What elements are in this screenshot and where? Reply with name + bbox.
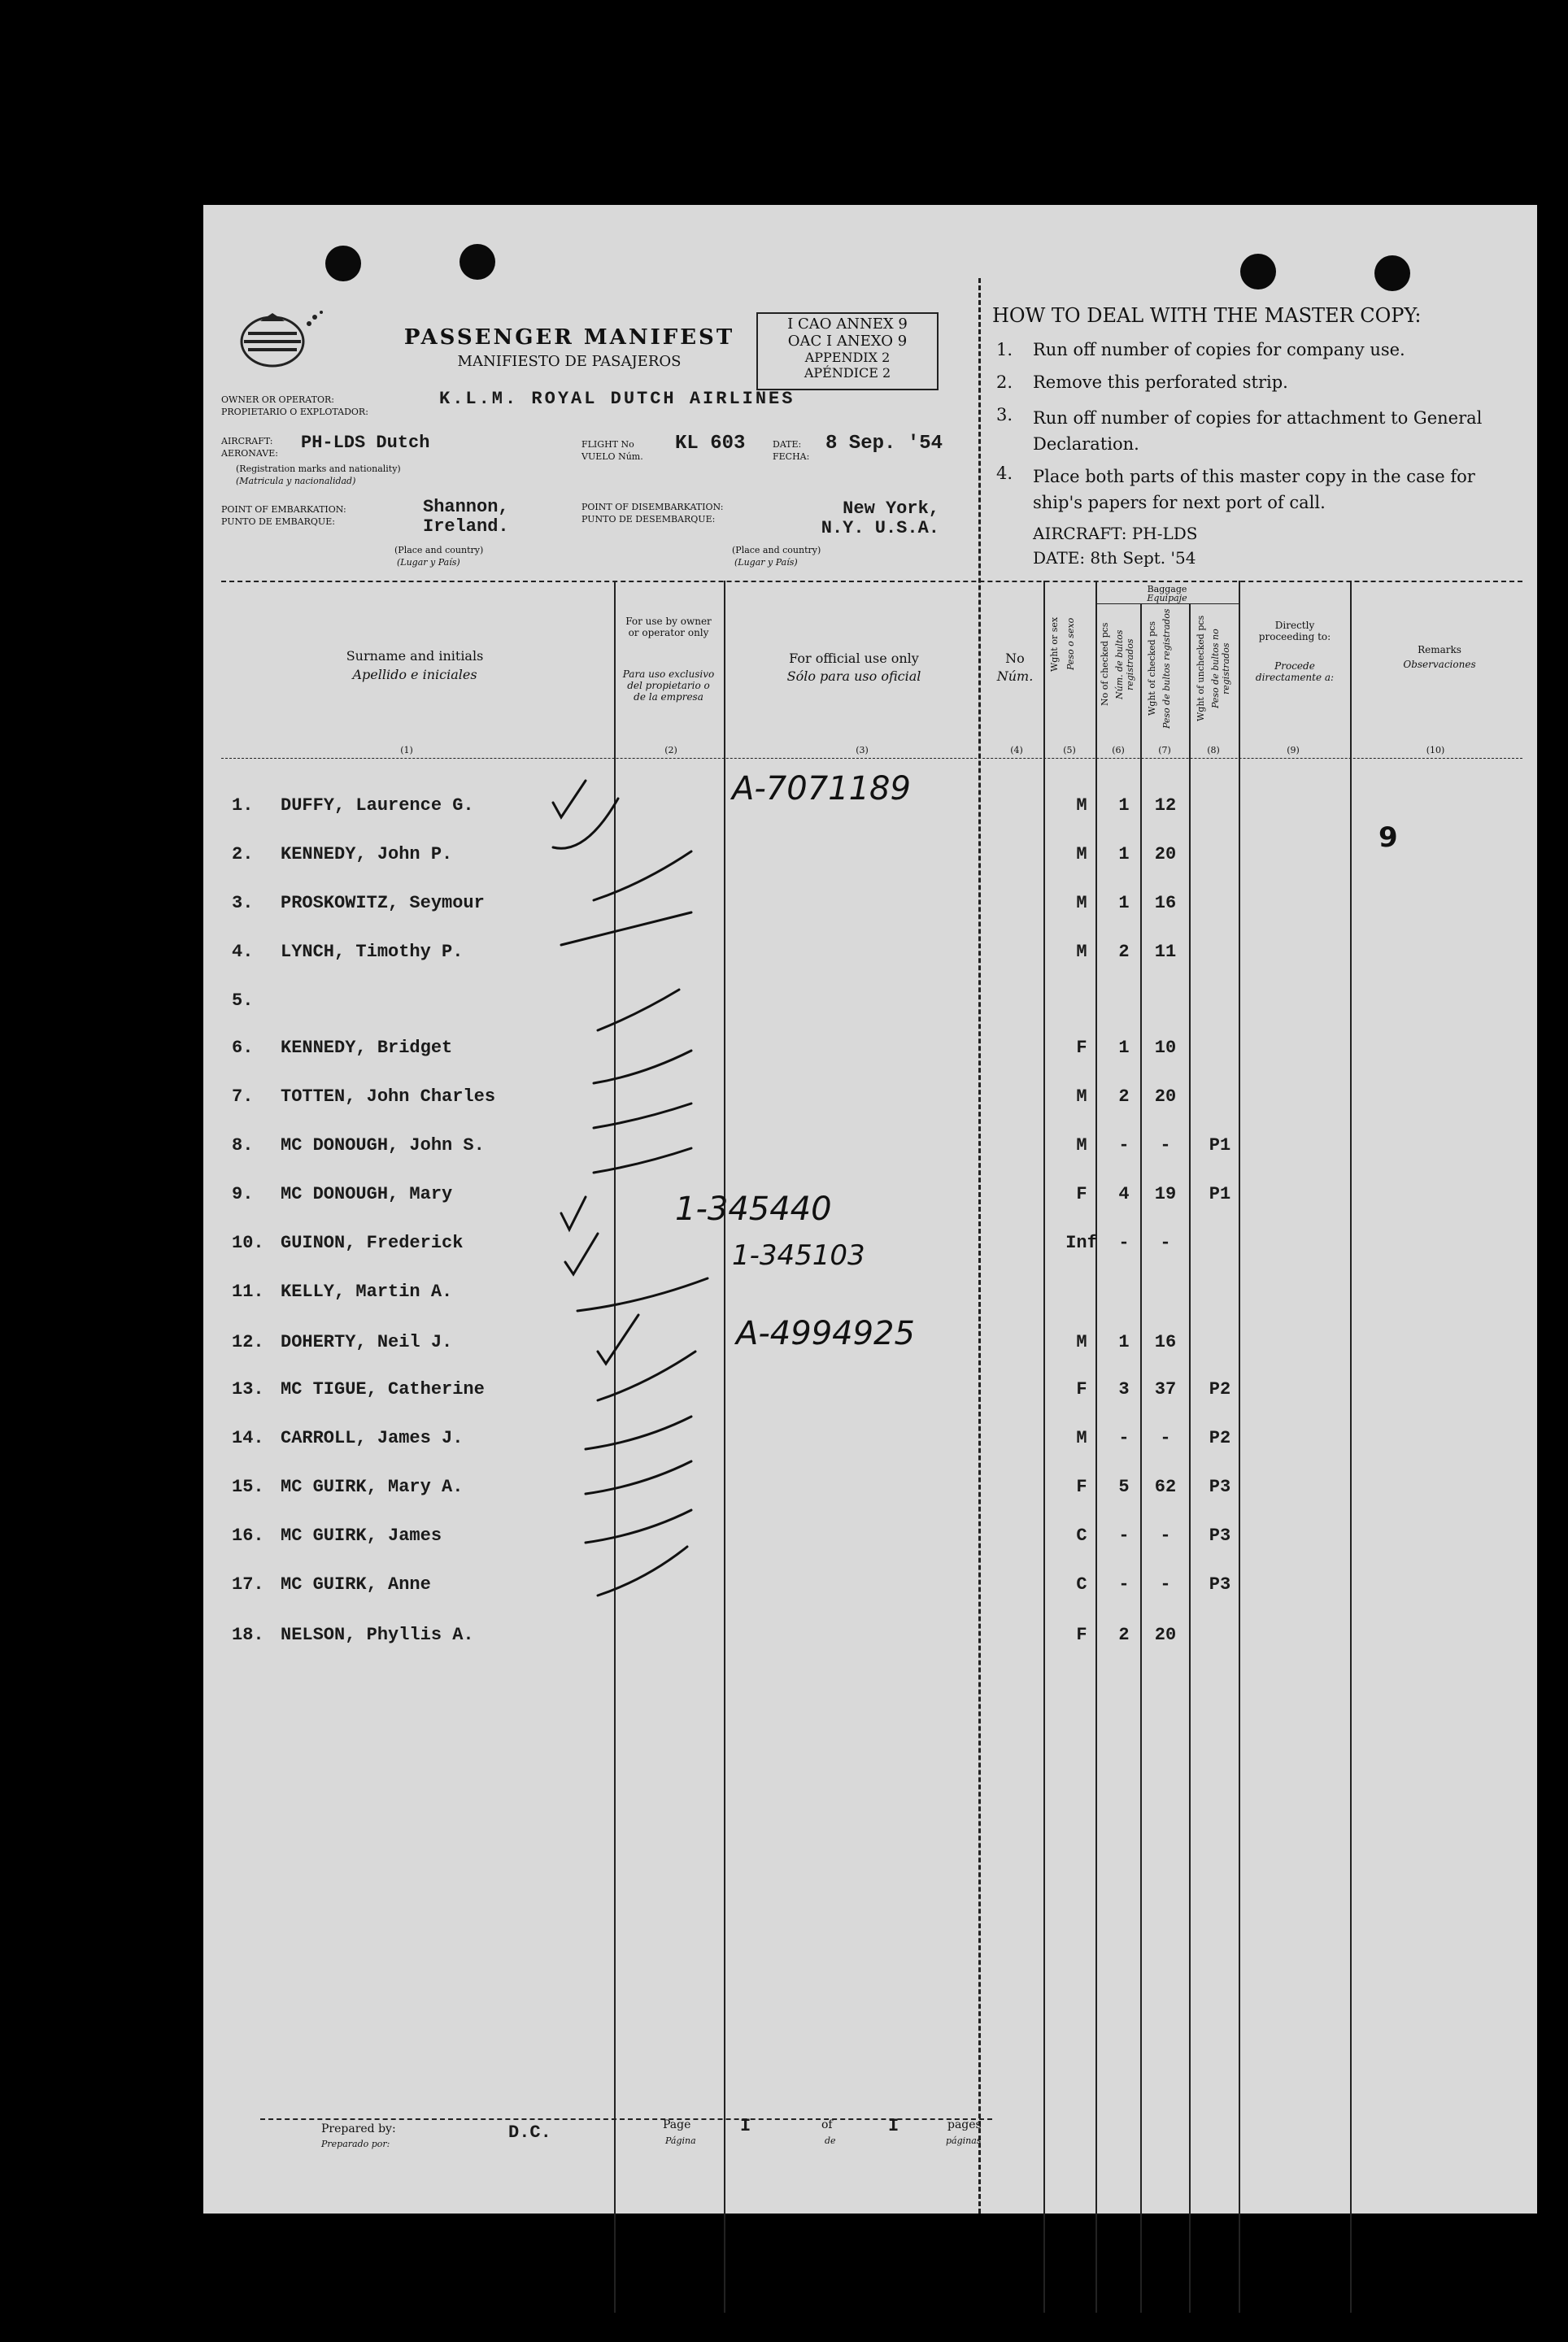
- passenger-name: CARROLL, James J.: [281, 1428, 464, 1448]
- disembark-label-es: PUNTO DE DESEMBARQUE:: [581, 514, 716, 525]
- remark-row-2: 9: [1379, 821, 1398, 854]
- col-10-header-es: Observaciones: [1403, 659, 1476, 670]
- check-marks: [203, 205, 1537, 2214]
- disembark-place-note: (Place and country): [732, 545, 821, 555]
- check-mark-2: [553, 799, 618, 848]
- passenger-name: DUFFY, Laurence G.: [281, 795, 474, 816]
- check-mark-8: [594, 1104, 691, 1128]
- passenger-sex: F: [1076, 1625, 1087, 1645]
- instruction-2: Remove this perforated strip.: [1033, 372, 1288, 392]
- check-mark-13: [598, 1315, 638, 1364]
- col-1-header: Surname and initials: [346, 648, 484, 664]
- check-mark-12: [577, 1278, 708, 1311]
- handwritten-official-10: 1-345440: [675, 1191, 832, 1228]
- passenger-sex: M: [1076, 795, 1087, 816]
- passenger-number: 17.: [232, 1574, 264, 1595]
- owner-label: OWNER OR OPERATOR:: [221, 394, 334, 405]
- aircraft-label-es: AERONAVE:: [221, 448, 278, 459]
- handwritten-official-11: 1-345103: [732, 1239, 865, 1272]
- instructions-title: HOW TO DEAL WITH THE MASTER COPY:: [992, 304, 1422, 327]
- passenger-checked-weight: -: [1160, 1428, 1171, 1448]
- passenger-number: 2.: [232, 844, 254, 864]
- passenger-checked-pcs: 1: [1118, 893, 1130, 913]
- handwritten-official-1: A-7071189: [732, 770, 911, 808]
- check-mark-9: [594, 1148, 691, 1173]
- passenger-checked-pcs: 1: [1118, 1332, 1130, 1352]
- col-6-header: No of checked pcs: [1100, 622, 1110, 707]
- baggage-header: Baggage: [1147, 584, 1187, 594]
- col-2-header-es: Para uso exclusivo del propietario o de la empresa: [622, 668, 715, 703]
- passenger-name: GUINON, Frederick: [281, 1233, 464, 1253]
- instructions-aircraft: AIRCRAFT: PH-LDS: [1033, 524, 1198, 543]
- embark-place-note-es: (Lugar y País): [397, 557, 460, 568]
- page-label: Page: [663, 2118, 691, 2131]
- col-num-4: (4): [1010, 745, 1023, 755]
- date-label: DATE:: [773, 439, 802, 450]
- col-num-7: (7): [1158, 745, 1171, 755]
- passenger-unchecked: P2: [1209, 1379, 1231, 1400]
- check-mark-3: [594, 851, 691, 900]
- passenger-sex: C: [1076, 1526, 1087, 1546]
- passenger-checked-weight: -: [1160, 1526, 1171, 1546]
- passenger-checked-weight: 19: [1154, 1184, 1177, 1204]
- check-mark-4: [561, 912, 691, 945]
- passenger-checked-weight: 11: [1154, 942, 1177, 962]
- passenger-name: KENNEDY, John P.: [281, 844, 453, 864]
- col-5-header-es: Peso o sexo: [1065, 617, 1076, 671]
- passenger-unchecked: P1: [1209, 1135, 1231, 1156]
- check-mark-10: [561, 1197, 586, 1230]
- disembark-place-note-es: (Lugar y País): [734, 557, 798, 568]
- check-mark-1: [553, 781, 586, 817]
- owner-value: K.L.M. ROYAL DUTCH AIRLINES: [439, 389, 795, 409]
- passenger-checked-pcs: -: [1118, 1233, 1130, 1253]
- col-num-6: (6): [1112, 745, 1125, 755]
- footer-rule: [260, 2118, 992, 2120]
- passenger-sex: F: [1076, 1379, 1087, 1400]
- prepared-value: D.C.: [508, 2122, 551, 2143]
- passenger-number: 14.: [232, 1428, 264, 1448]
- passenger-sex: M: [1076, 1332, 1087, 1352]
- col-10-header: Remarks: [1418, 644, 1461, 655]
- col-num-8: (8): [1207, 745, 1220, 755]
- passenger-sex: M: [1076, 1086, 1087, 1107]
- col-7-header: Wght of checked pcs: [1147, 621, 1157, 716]
- passenger-sex: F: [1076, 1184, 1087, 1204]
- date-label-es: FECHA:: [773, 451, 810, 462]
- passenger-checked-weight: 62: [1154, 1477, 1177, 1497]
- embark-value: Shannon, Ireland.: [423, 497, 509, 537]
- manifest-paper: [203, 205, 1537, 2214]
- passenger-sex: M: [1076, 1428, 1087, 1448]
- registration-note-es: (Matricula y nacionalidad): [236, 476, 356, 486]
- prepared-label: Prepared by:: [321, 2122, 396, 2135]
- passenger-number: 8.: [232, 1135, 254, 1156]
- passenger-sex: M: [1076, 844, 1087, 864]
- col-5-header: Wght or sex: [1049, 616, 1060, 672]
- passenger-number: 7.: [232, 1086, 254, 1107]
- check-mark-15: [586, 1417, 691, 1449]
- passenger-checked-weight: 20: [1154, 844, 1177, 864]
- col-4-header-es: Núm.: [996, 668, 1034, 684]
- instructions-date: DATE: 8th Sept. '54: [1033, 548, 1196, 568]
- passenger-number: 15.: [232, 1477, 264, 1497]
- passenger-checked-pcs: -: [1118, 1574, 1130, 1595]
- passenger-sex: M: [1076, 942, 1087, 962]
- owner-label-es: PROPIETARIO O EXPLOTADOR:: [221, 407, 368, 417]
- pages-label: pages: [947, 2118, 982, 2131]
- check-mark-16: [586, 1461, 691, 1494]
- passenger-checked-pcs: -: [1118, 1526, 1130, 1546]
- embark-place-note: (Place and country): [394, 545, 484, 555]
- passenger-checked-pcs: 2: [1118, 1086, 1130, 1107]
- passenger-checked-pcs: 1: [1118, 844, 1130, 864]
- passenger-checked-weight: 16: [1154, 1332, 1177, 1352]
- col-num-2: (2): [664, 745, 677, 755]
- passenger-number: 9.: [232, 1184, 254, 1204]
- passenger-name: MC TIGUE, Catherine: [281, 1379, 485, 1400]
- col-num-10: (10): [1426, 745, 1445, 755]
- passenger-name: NELSON, Phyllis A.: [281, 1625, 474, 1645]
- passenger-sex: M: [1076, 1135, 1087, 1156]
- col-7-header-es: Peso de bultos registrados: [1161, 608, 1172, 729]
- passenger-checked-pcs: 5: [1118, 1477, 1130, 1497]
- passenger-checked-weight: 20: [1154, 1625, 1177, 1645]
- passenger-checked-pcs: -: [1118, 1428, 1130, 1448]
- passenger-checked-weight: 37: [1154, 1379, 1177, 1400]
- col-num-5: (5): [1063, 745, 1076, 755]
- passenger-checked-pcs: 1: [1118, 795, 1130, 816]
- col-3-header: For official use only: [789, 651, 919, 666]
- col-8-header-es: Peso de bultos no registrados: [1210, 629, 1231, 708]
- col-1-header-es: Apellido e iniciales: [352, 667, 477, 682]
- passenger-checked-weight: 20: [1154, 1086, 1177, 1107]
- passenger-number: 6.: [232, 1038, 254, 1058]
- check-mark-17: [586, 1510, 691, 1543]
- page-value: I: [740, 2116, 751, 2136]
- col-9-header: Directly proceeding to:: [1258, 620, 1331, 642]
- passenger-checked-pcs: 3: [1118, 1379, 1130, 1400]
- instruction-1: Run off number of copies for company use.: [1033, 340, 1405, 359]
- passenger-name: TOTTEN, John Charles: [281, 1086, 496, 1107]
- passenger-number: 3.: [232, 893, 254, 913]
- passenger-checked-pcs: -: [1118, 1135, 1130, 1156]
- passenger-sex: M: [1076, 893, 1087, 913]
- passenger-checked-pcs: 1: [1118, 1038, 1130, 1058]
- check-mark-14: [598, 1352, 695, 1400]
- passenger-checked-weight: 12: [1154, 795, 1177, 816]
- passenger-checked-pcs: 2: [1118, 942, 1130, 962]
- icao-line-4: APÉNDICE 2: [804, 365, 891, 381]
- check-mark-18: [598, 1547, 687, 1595]
- col-4-header: No: [1005, 651, 1025, 666]
- passenger-number: 11.: [232, 1282, 264, 1302]
- disembark-value: New York, N.Y. U.S.A.: [821, 498, 939, 538]
- passenger-unchecked: P3: [1209, 1477, 1231, 1497]
- passenger-number: 16.: [232, 1526, 264, 1546]
- passenger-unchecked: P1: [1209, 1184, 1231, 1204]
- passenger-number: 10.: [232, 1233, 264, 1253]
- instruction-num-3: 3.: [996, 405, 1013, 424]
- check-mark-7: [594, 1051, 691, 1083]
- passenger-name: LYNCH, Timothy P.: [281, 942, 464, 962]
- passenger-checked-weight: -: [1160, 1574, 1171, 1595]
- passenger-name: PROSKOWITZ, Seymour: [281, 893, 485, 913]
- passenger-sex: Inf: [1065, 1233, 1098, 1253]
- check-mark-6: [598, 990, 679, 1030]
- date-value: 8 Sep. '54: [825, 433, 943, 455]
- passenger-checked-weight: -: [1160, 1135, 1171, 1156]
- passenger-number: 5.: [232, 990, 254, 1011]
- of-value: I: [888, 2116, 899, 2136]
- manifest-title: PASSENGER MANIFEST: [403, 325, 735, 350]
- of-label: of: [821, 2118, 833, 2131]
- passenger-checked-pcs: 2: [1118, 1625, 1130, 1645]
- pages-label-es: páginas: [946, 2135, 982, 2146]
- icao-line-2: OAC I ANEXO 9: [787, 333, 908, 350]
- passenger-name: MC DONOUGH, John S.: [281, 1135, 485, 1156]
- embark-label: POINT OF EMBARKATION:: [221, 504, 346, 515]
- passenger-name: MC GUIRK, Anne: [281, 1574, 431, 1595]
- passenger-sex: F: [1076, 1477, 1087, 1497]
- col-3-header-es: Sólo para uso oficial: [786, 668, 921, 684]
- handwritten-official-13: A-4994925: [736, 1315, 915, 1352]
- passenger-sex: C: [1076, 1574, 1087, 1595]
- passenger-number: 1.: [232, 795, 254, 816]
- passenger-name: KENNEDY, Bridget: [281, 1038, 453, 1058]
- passenger-unchecked: P2: [1209, 1428, 1231, 1448]
- passenger-name: KELLY, Martin A.: [281, 1282, 453, 1302]
- prepared-label-es: Preparado por:: [321, 2139, 390, 2149]
- passenger-checked-weight: 10: [1154, 1038, 1177, 1058]
- col-8-header: Wght of unchecked pcs: [1196, 615, 1206, 722]
- passenger-name: DOHERTY, Neil J.: [281, 1332, 453, 1352]
- col-9-header-es: Procede directamente a:: [1255, 660, 1335, 683]
- col-2-header: For use by owner or operator only: [625, 616, 712, 638]
- col-6-header-es: Núm. de bultos registrados: [1114, 629, 1135, 699]
- flight-label-es: VUELO Núm.: [581, 451, 643, 462]
- flight-label: FLIGHT No: [581, 439, 634, 450]
- icao-line-3: APPENDIX 2: [804, 350, 891, 365]
- icao-line-1: I CAO ANNEX 9: [787, 316, 908, 333]
- instruction-num-4: 4.: [996, 464, 1013, 483]
- instruction-num-2: 2.: [996, 372, 1013, 392]
- col-num-9: (9): [1287, 745, 1300, 755]
- passenger-name: MC DONOUGH, Mary: [281, 1184, 453, 1204]
- instruction-3: Run off number of copies for attachment to General Declaration.: [1033, 408, 1483, 454]
- passenger-checked-weight: 16: [1154, 893, 1177, 913]
- passenger-checked-weight: -: [1160, 1233, 1171, 1253]
- flight-value: KL 603: [675, 433, 746, 455]
- instruction-4: Place both parts of this master copy in the case for ship's papers for next port of call.: [1033, 467, 1475, 512]
- of-label-es: de: [825, 2135, 836, 2146]
- passenger-number: 4.: [232, 942, 254, 962]
- manifest-subtitle: MANIFIESTO DE PASAJEROS: [457, 353, 682, 370]
- aircraft-label: AIRCRAFT:: [221, 436, 273, 446]
- page-label-es: Página: [665, 2135, 696, 2146]
- passenger-number: 12.: [232, 1332, 264, 1352]
- passenger-number: 18.: [232, 1625, 264, 1645]
- baggage-header-es: Equipaje: [1147, 593, 1187, 603]
- check-mark-11: [565, 1234, 598, 1274]
- passenger-name: MC GUIRK, James: [281, 1526, 442, 1546]
- passenger-unchecked: P3: [1209, 1526, 1231, 1546]
- passenger-number: 13.: [232, 1379, 264, 1400]
- passenger-sex: F: [1076, 1038, 1087, 1058]
- passenger-checked-pcs: 4: [1118, 1184, 1130, 1204]
- instruction-num-1: 1.: [996, 340, 1013, 359]
- disembark-label: POINT OF DISEMBARKATION:: [581, 502, 724, 512]
- embark-label-es: PUNTO DE EMBARQUE:: [221, 516, 335, 527]
- col-num-1: (1): [400, 745, 413, 755]
- aircraft-value: PH-LDS Dutch: [301, 433, 430, 453]
- registration-note: (Registration marks and nationality): [236, 464, 401, 474]
- passenger-name: MC GUIRK, Mary A.: [281, 1477, 464, 1497]
- passenger-unchecked: P3: [1209, 1574, 1231, 1595]
- col-num-3: (3): [856, 745, 869, 755]
